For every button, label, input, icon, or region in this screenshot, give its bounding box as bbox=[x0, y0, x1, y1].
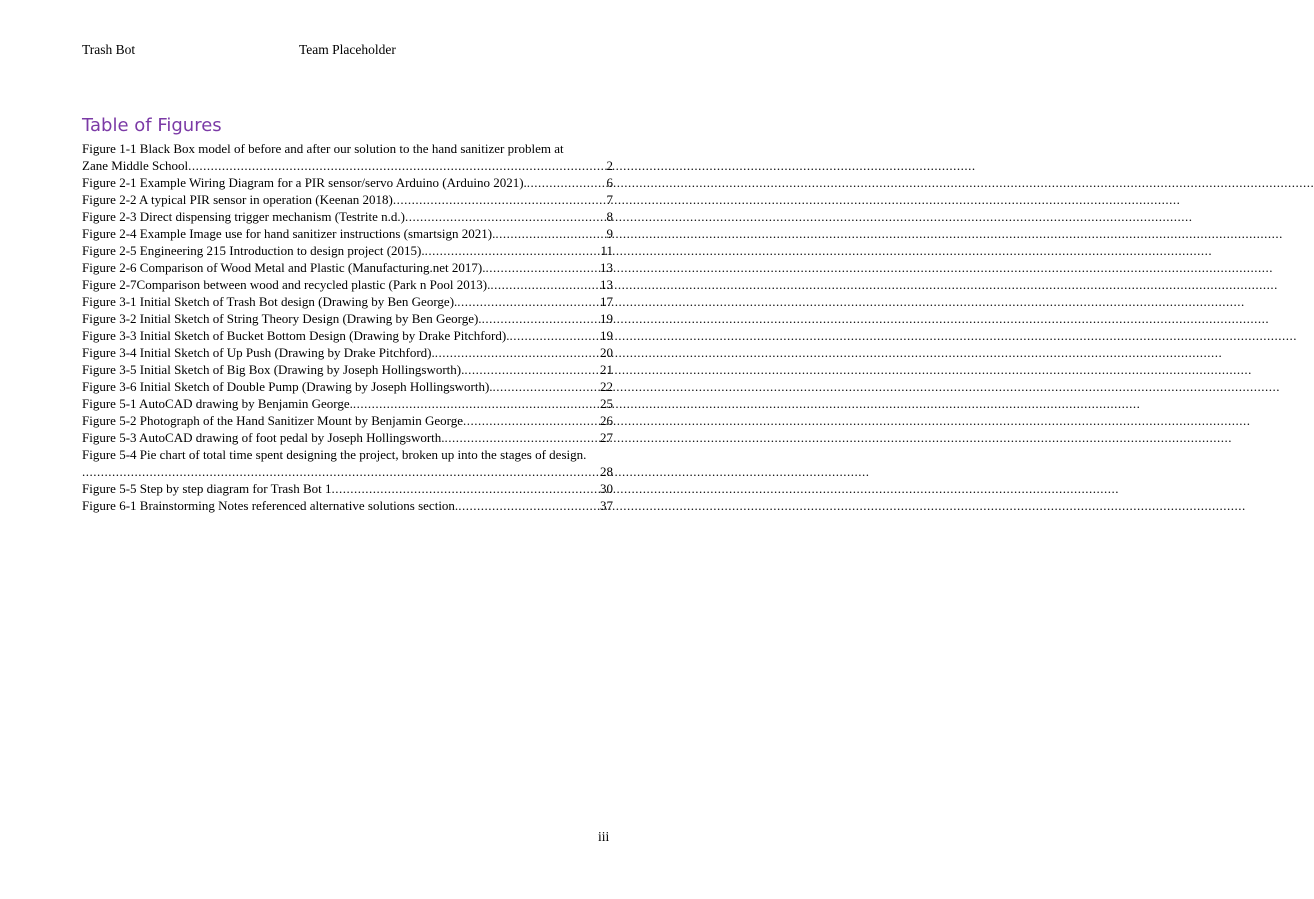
toc-entry[interactable] bbox=[82, 361, 613, 378]
toc-entry-line bbox=[82, 395, 613, 412]
toc-entry-text: Zane Middle School bbox=[82, 158, 189, 173]
toc-entry-line bbox=[82, 174, 613, 191]
toc-dot-leader bbox=[405, 208, 605, 225]
toc-dot-leader bbox=[463, 412, 598, 429]
toc-entry-text: Figure 3-5 Initial Sketch of Big Box (Drawing by Joseph Hollingsworth). bbox=[82, 362, 465, 377]
toc-entry[interactable] bbox=[82, 446, 613, 480]
toc-entry-line bbox=[82, 208, 613, 225]
toc-entry-text: Figure 3-2 Initial Sketch of String Theory Design (Drawing by Ben George). bbox=[82, 311, 482, 326]
toc-dot-leader bbox=[353, 395, 598, 412]
toc-entry-page-number: 19 bbox=[600, 311, 613, 326]
toc-entry-line bbox=[82, 378, 613, 395]
toc-entry-text: Figure 2-1 Example Wiring Diagram for a PIR sensor/servo Arduino (Arduino 2021). bbox=[82, 175, 527, 190]
toc-entry-line bbox=[82, 497, 613, 514]
toc-entry-page-number: 25 bbox=[600, 396, 613, 411]
toc-entry[interactable] bbox=[82, 344, 613, 361]
toc-dot-leader bbox=[458, 497, 598, 514]
toc-entry[interactable] bbox=[82, 310, 613, 327]
toc-dot-leader bbox=[82, 463, 598, 480]
toc-entry-page-number: 13 bbox=[600, 277, 613, 292]
toc-entry-line bbox=[82, 412, 613, 429]
page-number: iii bbox=[598, 829, 610, 844]
toc-entry-page-number: 19 bbox=[600, 328, 613, 343]
toc-entry-text: Figure 2-3 Direct dispensing trigger mechanism (Testrite n.d.) bbox=[82, 209, 405, 224]
toc-entry[interactable] bbox=[82, 327, 613, 344]
toc-dot-leader bbox=[457, 293, 598, 310]
toc-entry-line bbox=[82, 191, 613, 208]
toc-entry-line bbox=[82, 242, 613, 259]
toc-entry-text: Figure 2-7Comparison between wood and recycled plastic (Park n Pool 2013). bbox=[82, 277, 491, 292]
toc-entry-text-line1: Figure 1-1 Black Box model of before and after our solution to the hand sanitizer problem at bbox=[82, 141, 564, 156]
toc-dot-leader bbox=[490, 276, 598, 293]
toc-entry-page-number: 37 bbox=[600, 498, 613, 513]
toc-entry-page-number: 9 bbox=[606, 226, 613, 241]
toc-entry-page-number: 20 bbox=[600, 345, 613, 360]
toc-entry-line bbox=[82, 310, 613, 327]
toc-entry[interactable] bbox=[82, 395, 613, 412]
toc-entry-text-line1: Figure 5-4 Pie chart of total time spent designing the project, broken up into the stages of design. bbox=[82, 447, 587, 462]
toc-entry-text: Figure 2-6 Comparison of Wood Metal and Plastic (Manufacturing.net 2017). bbox=[82, 260, 486, 275]
toc-entry-text: Figure 3-4 Initial Sketch of Up Push (Drawing by Drake Pitchford). bbox=[82, 345, 435, 360]
toc-entry-text: Figure 5-5 Step by step diagram for Trash Bot 1 bbox=[82, 481, 332, 496]
toc-entry[interactable] bbox=[82, 378, 613, 395]
toc-entry[interactable] bbox=[82, 225, 613, 242]
toc-entry[interactable] bbox=[82, 497, 613, 514]
toc-entry-line bbox=[82, 344, 613, 361]
toc-entry[interactable] bbox=[82, 259, 613, 276]
toc-entry-page-number: 8 bbox=[606, 209, 613, 224]
toc-entry-text: Figure 5-3 AutoCAD drawing of foot pedal by Joseph Hollingsworth. bbox=[82, 430, 445, 445]
toc-dot-leader bbox=[464, 361, 598, 378]
toc-entry-text: Figure 2-4 Example Image use for hand sanitizer instructions (smartsign 2021). bbox=[82, 226, 496, 241]
toc-entry-line bbox=[82, 327, 613, 344]
table-of-figures-list bbox=[82, 140, 613, 514]
toc-entry-text: Figure 2-5 Engineering 215 Introduction to design project (2015). bbox=[82, 243, 425, 258]
toc-entry-line bbox=[82, 225, 613, 242]
toc-entry-line bbox=[82, 463, 613, 480]
toc-entry-page-number: 26 bbox=[600, 413, 613, 428]
toc-entry[interactable] bbox=[82, 174, 613, 191]
header-team-name: Team Placeholder bbox=[299, 42, 396, 57]
toc-dot-leader bbox=[509, 327, 598, 344]
toc-entry-page-number: 21 bbox=[600, 362, 613, 377]
toc-entry-text: Figure 3-3 Initial Sketch of Bucket Bottom Design (Drawing by Drake Pitchford). bbox=[82, 328, 510, 343]
toc-dot-leader bbox=[188, 157, 604, 174]
toc-entry-page-number: 7 bbox=[606, 192, 613, 207]
toc-entry-line bbox=[82, 361, 613, 378]
toc-entry-page-number: 27 bbox=[600, 430, 613, 445]
toc-entry[interactable] bbox=[82, 242, 613, 259]
toc-entry-page-number: 17 bbox=[600, 294, 613, 309]
toc-entry[interactable] bbox=[82, 293, 613, 310]
toc-dot-leader bbox=[445, 429, 598, 446]
toc-entry-page-number: 13 bbox=[600, 260, 613, 275]
toc-entry-page-number: 28 bbox=[600, 464, 613, 479]
toc-entry-page-number: 6 bbox=[606, 175, 613, 190]
toc-entry-text: Figure 3-6 Initial Sketch of Double Pump (Drawing by Joseph Hollingsworth). bbox=[82, 379, 493, 394]
toc-entry-line bbox=[82, 480, 613, 497]
table-of-figures-heading: Table of Figures bbox=[82, 115, 222, 136]
toc-dot-leader bbox=[393, 191, 605, 208]
toc-entry-line bbox=[82, 429, 613, 446]
toc-entry-line bbox=[82, 157, 613, 174]
toc-entry[interactable] bbox=[82, 429, 613, 446]
toc-entry-text: Figure 5-1 AutoCAD drawing by Benjamin George. bbox=[82, 396, 353, 411]
toc-entry-page-number: 30 bbox=[600, 481, 613, 496]
toc-entry[interactable] bbox=[82, 140, 613, 174]
toc-dot-leader bbox=[495, 225, 604, 242]
toc-dot-leader bbox=[482, 310, 598, 327]
header-project-name: Trash Bot bbox=[82, 42, 136, 57]
toc-dot-leader bbox=[435, 344, 598, 361]
toc-entry-line bbox=[82, 259, 613, 276]
toc-entry[interactable] bbox=[82, 276, 613, 293]
toc-dot-leader bbox=[425, 242, 599, 259]
toc-dot-leader bbox=[493, 378, 598, 395]
toc-dot-leader bbox=[527, 174, 605, 191]
toc-entry[interactable] bbox=[82, 480, 613, 497]
toc-entry-text: Figure 5-2 Photograph of the Hand Sanitizer Mount by Benjamin George bbox=[82, 413, 464, 428]
toc-dot-leader bbox=[332, 480, 598, 497]
toc-entry-text: Figure 2-2 A typical PIR sensor in operation (Keenan 2018) bbox=[82, 192, 393, 207]
toc-entry-line bbox=[82, 276, 613, 293]
toc-entry-line bbox=[82, 293, 613, 310]
toc-entry[interactable] bbox=[82, 191, 613, 208]
toc-entry-page-number: 2 bbox=[606, 158, 613, 173]
toc-entry[interactable] bbox=[82, 412, 613, 429]
toc-dot-leader bbox=[485, 259, 598, 276]
toc-entry-text: Figure 6-1 Brainstorming Notes referenced alternative solutions section. bbox=[82, 498, 459, 513]
toc-entry[interactable] bbox=[82, 208, 613, 225]
toc-entry-page-number: 11 bbox=[600, 243, 613, 258]
toc-entry-text: Figure 3-1 Initial Sketch of Trash Bot design (Drawing by Ben George). bbox=[82, 294, 458, 309]
toc-entry-page-number: 22 bbox=[600, 379, 613, 394]
